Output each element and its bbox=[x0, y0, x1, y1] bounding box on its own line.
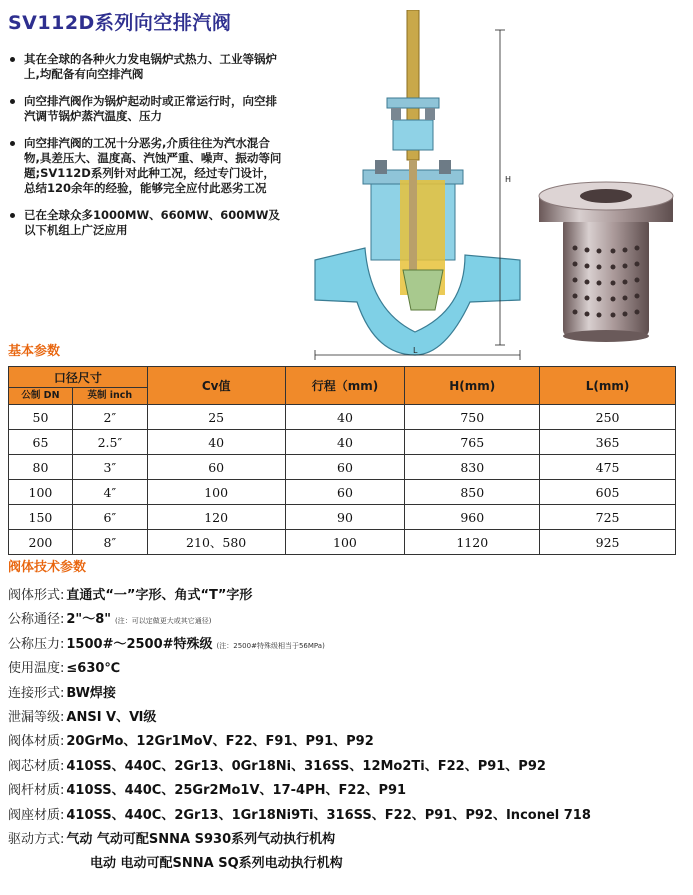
spec-value: ANSI Ⅴ、Ⅵ级 bbox=[66, 709, 157, 725]
stroke-header: 行程（mm) bbox=[285, 367, 405, 405]
table-cell: 40 bbox=[285, 405, 405, 430]
spec-value: BW焊接 bbox=[66, 685, 116, 701]
spec-label: 公称通径: bbox=[8, 612, 65, 628]
table-cell: 65 bbox=[9, 430, 73, 455]
spec-row bbox=[8, 730, 688, 754]
spec-row bbox=[8, 779, 688, 803]
table-cell: 40 bbox=[285, 430, 405, 455]
table-cell: 2″ bbox=[72, 405, 147, 430]
spec-value: 气动 气动可配SNNA S930系列气动执行机构 bbox=[66, 831, 336, 847]
table-cell: 765 bbox=[405, 430, 540, 455]
table-cell: 200 bbox=[9, 530, 73, 555]
spec-label: 公称压力: bbox=[8, 636, 65, 652]
table-cell: 750 bbox=[405, 405, 540, 430]
spec-label: 使用温度: bbox=[8, 661, 65, 677]
spec-note: (注：2500#特殊级相当于56MPa) bbox=[216, 641, 325, 650]
table-cell: 120 bbox=[147, 505, 285, 530]
spec-value: 410SS、440C、25Gr2Mo1V、17-4PH、F22、P91 bbox=[66, 783, 407, 799]
table-body bbox=[9, 405, 676, 555]
table-cell: 60 bbox=[147, 455, 285, 480]
spec-label: 阀体形式: bbox=[8, 588, 65, 603]
table-cell: 605 bbox=[540, 480, 676, 505]
spec-row bbox=[8, 706, 688, 730]
cage-illustration bbox=[535, 178, 675, 343]
table-cell: 3″ bbox=[72, 455, 147, 480]
spec-row bbox=[8, 657, 688, 681]
spec-label: 阀芯材质: bbox=[8, 758, 65, 774]
tech-params-heading: 阀体技术参数 bbox=[8, 560, 87, 575]
table-cell: 25 bbox=[147, 405, 285, 430]
spec-value: 2"～8" bbox=[66, 612, 112, 628]
table-cell: 50 bbox=[9, 405, 73, 430]
spec-row bbox=[8, 633, 688, 657]
table-cell: 475 bbox=[540, 455, 676, 480]
table-cell: 250 bbox=[540, 405, 676, 430]
table-row bbox=[9, 405, 676, 430]
feature-item: 其在全球的各种火力发电锅炉式热力、工业等锅炉上,均配备有向空排汽阀 bbox=[8, 52, 283, 82]
table-cell: 850 bbox=[405, 480, 540, 505]
spec-row bbox=[8, 804, 688, 828]
dimension-l-label: L bbox=[413, 346, 418, 355]
inch-header: 英制 inch bbox=[72, 388, 147, 405]
feature-item: 已在全球众多1000MW、660MW、600MW及以下机组上广泛应用 bbox=[8, 208, 283, 238]
cv-header: Cv值 bbox=[147, 367, 285, 405]
table-cell: 365 bbox=[540, 430, 676, 455]
h-header: H(mm) bbox=[405, 367, 540, 405]
table-cell: 40 bbox=[147, 430, 285, 455]
table-row bbox=[9, 530, 676, 555]
spec-row bbox=[8, 608, 688, 632]
table-cell: 60 bbox=[285, 455, 405, 480]
spec-label: 驱动方式: bbox=[8, 831, 65, 847]
table-cell: 1120 bbox=[405, 530, 540, 555]
dimension-h-label: H bbox=[505, 175, 512, 184]
page-title: SV112D系列向空排汽阀 bbox=[8, 12, 232, 34]
table-cell: 80 bbox=[9, 455, 73, 480]
spec-value: 1500#～2500#特殊级 bbox=[66, 636, 213, 652]
table-cell: 100 bbox=[147, 480, 285, 505]
spec-label: 阀体材质: bbox=[8, 734, 65, 750]
basic-params-heading: 基本参数 bbox=[8, 344, 61, 359]
spec-row bbox=[8, 682, 688, 706]
spec-row bbox=[8, 584, 688, 608]
table-cell: 150 bbox=[9, 505, 73, 530]
table-cell: 2.5″ bbox=[72, 430, 147, 455]
table-cell: 830 bbox=[405, 455, 540, 480]
feature-item: 向空排汽阀作为锅炉起动时或正常运行时，向空排汽调节锅炉蒸汽温度、压力 bbox=[8, 94, 283, 124]
spec-value: 直通式“一”字形、角式“T”字形 bbox=[66, 588, 253, 603]
spec-value: 410SS、440C、2Gr13、1Gr18Ni9Ti、316SS、F22、P91、P92、Inconel 718 bbox=[66, 807, 591, 823]
spec-note: (注：可以定做更大或其它通径) bbox=[115, 617, 212, 626]
group-header: 口径尺寸 bbox=[9, 367, 148, 388]
spec-row bbox=[8, 828, 688, 852]
table-cell: 6″ bbox=[72, 505, 147, 530]
spec-row bbox=[8, 852, 688, 876]
table-row bbox=[9, 455, 676, 480]
feature-list bbox=[8, 52, 283, 250]
table-cell: 4″ bbox=[72, 480, 147, 505]
spec-label: 阀杆材质: bbox=[8, 783, 65, 799]
spec-value: 410SS、440C、2Gr13、0Gr18Ni、316SS、12Mo2Ti、F22、P91、P92 bbox=[66, 758, 546, 774]
table-cell: 925 bbox=[540, 530, 676, 555]
table-cell: 8″ bbox=[72, 530, 147, 555]
table-cell: 60 bbox=[285, 480, 405, 505]
table-cell: 960 bbox=[405, 505, 540, 530]
table-header-row bbox=[9, 367, 676, 388]
spec-value: 电动 电动可配SNNA SQ系列电动执行机构 bbox=[90, 856, 343, 872]
table-cell: 90 bbox=[285, 505, 405, 530]
table-cell: 210、580 bbox=[147, 530, 285, 555]
table-row bbox=[9, 430, 676, 455]
spec-value: ≤630℃ bbox=[66, 661, 121, 677]
l-header: L(mm) bbox=[540, 367, 676, 405]
spec-row bbox=[8, 755, 688, 779]
valve-illustration bbox=[305, 10, 535, 360]
basic-params-table bbox=[8, 366, 676, 555]
spec-value: 20GrMo、12Gr1MoV、F22、F91、P91、P92 bbox=[66, 734, 374, 750]
table-row bbox=[9, 505, 676, 530]
spec-label: 阀座材质: bbox=[8, 807, 65, 823]
table-cell: 100 bbox=[9, 480, 73, 505]
table-cell: 725 bbox=[540, 505, 676, 530]
spec-label: 泄漏等级: bbox=[8, 709, 65, 725]
dn-header: 公制 DN bbox=[9, 388, 73, 405]
feature-item: 向空排汽阀的工况十分恶劣,介质往往为汽水混合物,具差压大、温度高、汽蚀严重、噪声、振动等问题;SV112D系列针对此种工况，经过专门设计，总结120余年的经验，能够完全应付此恶劣工况 bbox=[8, 136, 283, 196]
tech-spec-list bbox=[8, 584, 688, 877]
table-row bbox=[9, 480, 676, 505]
table-cell: 100 bbox=[285, 530, 405, 555]
spec-label: 连接形式: bbox=[8, 685, 65, 701]
